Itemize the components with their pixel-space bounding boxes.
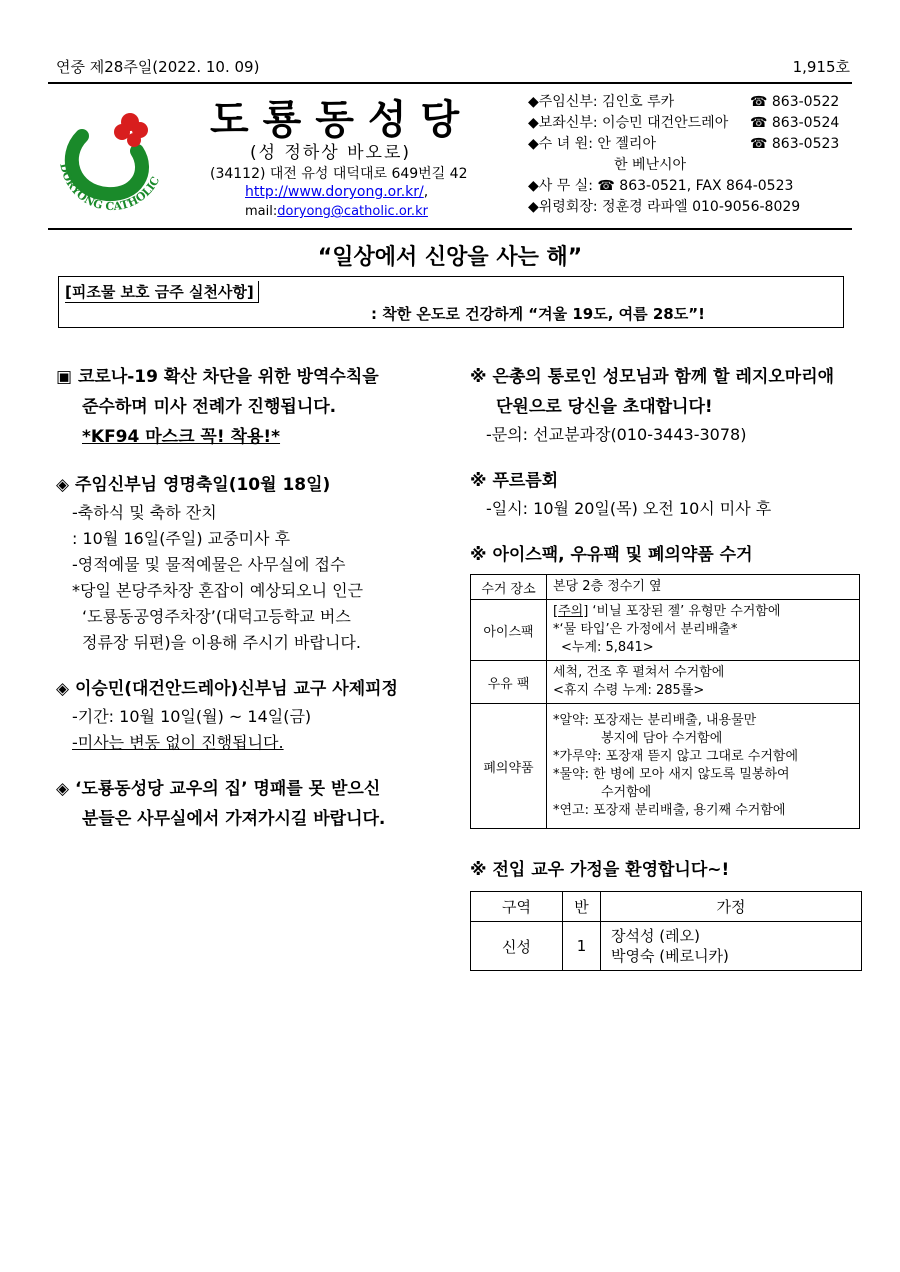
doryong-logo-icon [52,96,172,216]
staff-name: 정훈경 라파엘 010-9056-8029 [602,199,801,215]
staff-list [528,92,858,218]
website [245,184,428,200]
section-heading: ※ 전입 교우 가정을 환영합니다~! [470,860,730,880]
welcome-section [470,855,860,971]
table-header-row [471,892,862,922]
staff-role: ◆보좌신부: [528,115,598,131]
church-address: (34112) 대전 유성 대덕대로 649번길 42 [210,166,468,182]
notice-text: : 착한 온도로 건강하게 “겨울 19도, 여름 28도”! [371,305,705,323]
table-key: 아이스팩 [471,600,547,661]
staff-row [528,92,858,113]
section-heading-cont: 준수하며 미사 전례가 진행됩니다. [82,397,337,417]
section-heading: ▣ 코로나-19 확산 차단을 위한 방역수칙을 [56,367,379,387]
list-item: -미사는 변동 없이 진행됩니다. [72,733,284,752]
staff-name: 한 베난시아 [614,157,687,173]
section-heading-cont: 분들은 사무실에서 가져가시길 바랍니다. [82,809,386,829]
recycling-section [470,540,860,829]
website-suffix: , [423,184,429,200]
list-item: -영적예물 및 물적예물은 사무실에 접수 [72,555,346,574]
column-header: 구역 [471,892,563,922]
staff-tel: ☎ 863-0523 [750,136,840,152]
nameplate-section [56,774,446,834]
staff-row [528,113,858,134]
left-column [56,362,446,834]
logo-text: DORYONG CATHOLIC [57,161,163,214]
table-value [547,704,860,829]
value-line: ‘비닐 포장된 젤’ 유형만 수거함에 [588,604,781,619]
section-heading: ※ 푸르름회 [470,471,559,491]
value-line: *가루약: 포장재 뜯지 않고 그대로 수거함에 [553,749,799,764]
list-item: -기간: 10월 10일(월) ~ 14일(금) [72,707,312,726]
staff-tel: ☎ 863-0522 [750,94,840,110]
staff-tel: ☎ 863-0524 [750,115,840,131]
covid-section [56,362,446,452]
table-row [471,704,860,829]
website-link[interactable]: http://www.doryong.or.kr/ [245,184,424,200]
staff-role: ◆위령회장: [528,199,598,215]
newcomer-table [470,891,862,971]
section-heading: ◈ 이승민(대건안드레아)신부님 교구 사제피정 [56,679,398,699]
staff-name: 이승민 대건안드레아 [602,115,729,131]
value-line: 세척, 건조 후 펼쳐서 수거함에 [553,665,725,680]
list-item: *당일 본당주차장 혼잡이 예상되오니 인근 [72,581,364,600]
list-item: -일시: 10월 20일(목) 오전 10시 미사 후 [486,499,772,518]
table-key: 우유 팩 [471,661,547,704]
staff-row [528,176,858,197]
header-rule-bottom [48,228,852,230]
table-value [547,661,860,704]
table-cell: 신성 [471,922,563,971]
staff-row [528,197,858,218]
top-line [56,56,850,78]
list-item: 정류장 뒤편)을 이용해 주시기 바랍니다. [82,633,361,652]
column-header: 반 [563,892,601,922]
staff-name: 김인호 루카 [602,94,675,110]
email-label: mail: [245,204,278,219]
staff-role: ◆주임신부: [528,94,598,110]
section-heading: ◈ ‘도룡동성당 교우의 집’ 명패를 못 받으신 [56,779,381,799]
value-line: <누계: 5,841> [561,640,654,655]
table-cell [601,922,862,971]
table-cell: 1 [563,922,601,971]
legio-section [470,362,860,448]
section-heading-cont: 단원으로 당신을 초대합니다! [496,397,713,417]
feast-section [56,470,446,656]
section-heading: ◈ 주임신부님 영명축일(10월 18일) [56,475,331,495]
table-value: 본당 2층 정수기 옆 [547,575,860,600]
staff-name: 안 젤리아 [597,136,656,152]
table-row [471,600,860,661]
right-column [470,362,860,971]
retreat-section [56,674,446,756]
staff-name: ☎ 863-0521, FAX 864-0523 [597,178,794,194]
table-row [471,661,860,704]
family-name: 장석성 (레오) [611,927,700,945]
recycling-table [470,574,860,829]
table-row [471,922,862,971]
value-line: <휴지 수령 누계: 285롤> [553,683,705,698]
value-line: 봉지에 담아 수거함에 [601,731,723,746]
list-item: : 10월 16일(주일) 교중미사 후 [72,529,291,548]
value-line: *‘물 타입’은 가정에서 분리배출* [553,622,738,637]
email-link[interactable]: doryong@catholic.or.kr [277,204,428,219]
elder-section [470,466,860,522]
section-heading: ※ 아이스팩, 우유팩 및 폐의약품 수거 [470,545,753,565]
notice-label: [피조물 보호 금주 실천사항] [65,281,259,303]
mask-notice: *KF94 마스크 꼭! 착용!* [82,427,281,447]
value-line: *연고: 포장재 분리배출, 용기째 수거함에 [553,803,786,818]
caution-label: [주의] [553,604,589,619]
list-item: ‘도룡동공영주차장’(대덕고등학교 버스 [82,607,351,626]
list-item: -문의: 선교분과장(010-3443-3078) [486,425,747,444]
value-line: *알약: 포장재는 분리배출, 내용물만 [553,713,757,728]
email [245,204,428,219]
header-rule-top [48,82,852,84]
list-item: -축하식 및 축하 잔치 [72,503,217,522]
week-label: 연중 제28주일(2022. 10. 09) [56,58,260,76]
staff-role: ◆사 무 실: [528,178,593,194]
staff-row [528,134,858,155]
table-value [547,600,860,661]
family-name: 박영숙 (베로니카) [611,947,729,965]
notice-box [58,276,844,328]
value-line: *물약: 한 병에 모아 새지 않도록 밀봉하여 [553,767,790,782]
church-patron: (성 정하상 바오로) [250,143,412,163]
table-key: 수거 장소 [471,575,547,600]
year-theme: “일상에서 신앙을 사는 해” [317,245,583,270]
column-header: 가정 [601,892,862,922]
table-row [471,575,860,600]
church-title: 도룡동성당 [210,97,474,143]
staff-row [528,155,858,176]
value-line: 수거함에 [601,785,652,800]
staff-role: ◆수 녀 원: [528,136,593,152]
issue-number: 1,915호 [792,58,850,76]
section-heading: ※ 은총의 통로인 성모님과 함께 할 레지오마리애 [470,367,835,387]
table-key: 폐의약품 [471,704,547,829]
